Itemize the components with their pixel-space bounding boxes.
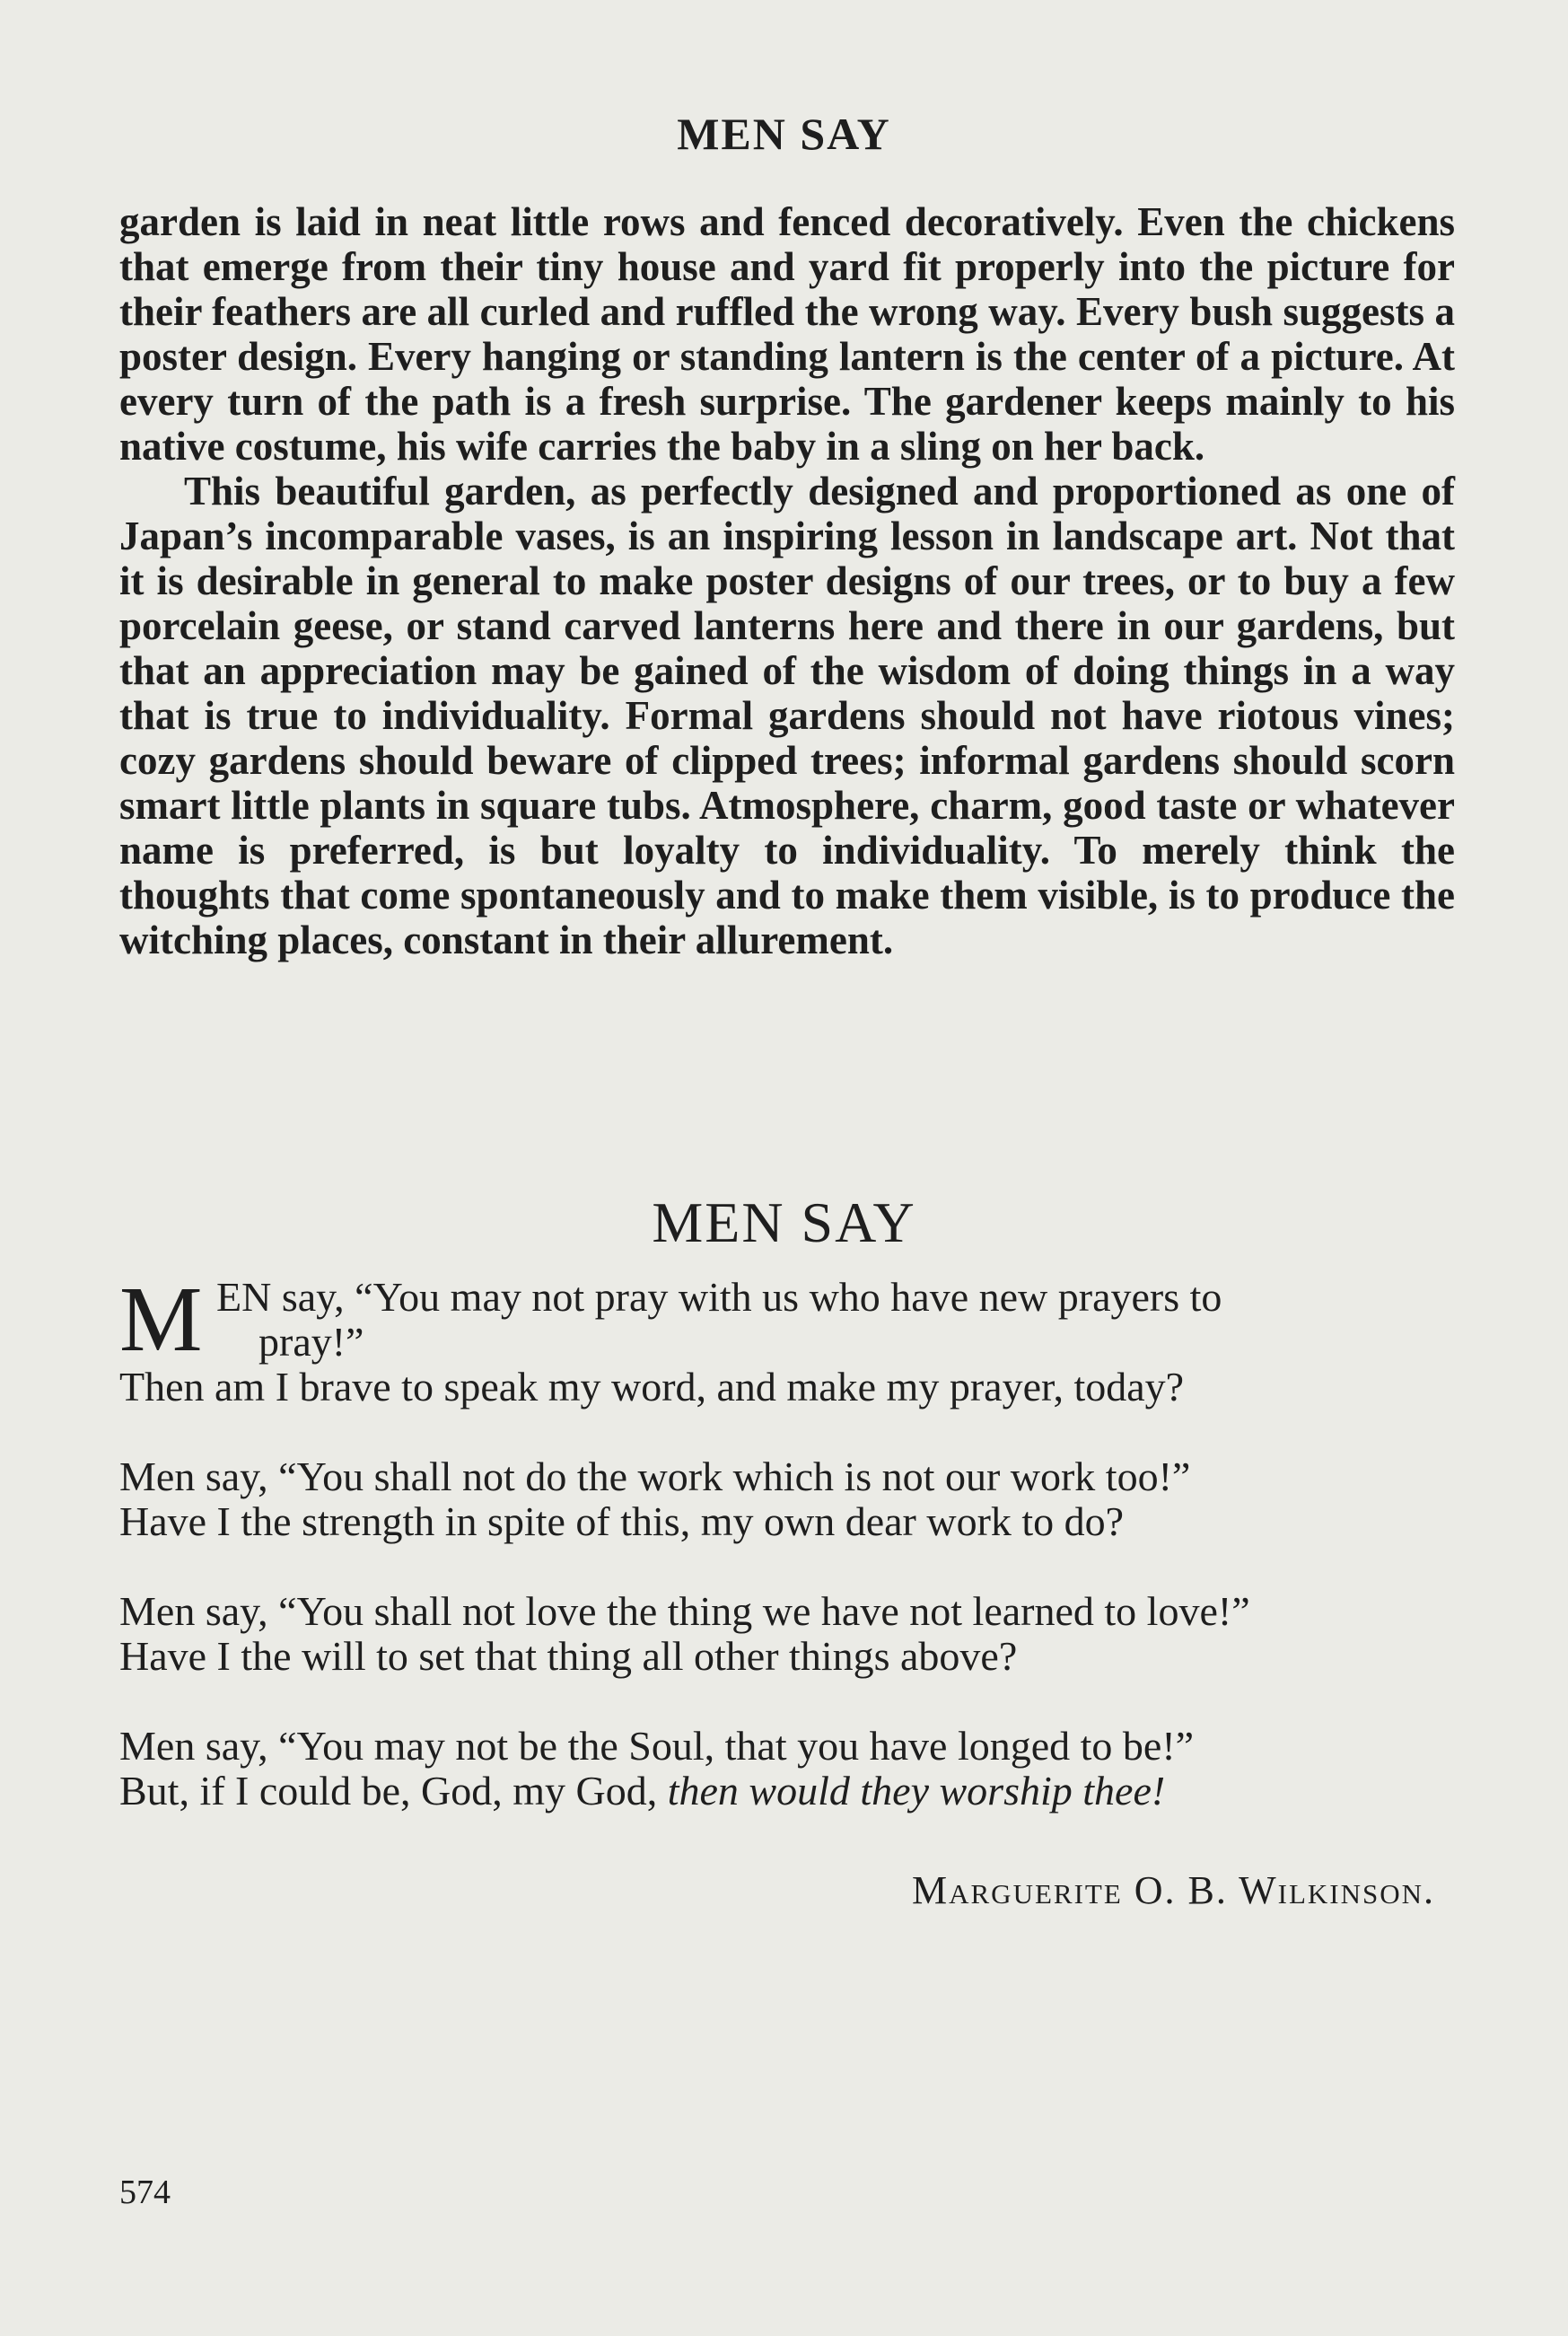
poem-line: Men say, “You may not be the Soul, that you have longed to be!” [119, 1723, 1195, 1769]
author-signature: Marguerite O. B. Wilkinson. [912, 1868, 1435, 1912]
running-head: MEN SAY [677, 109, 891, 159]
poem-line-italic: then would they worship thee! [667, 1768, 1166, 1813]
poem-line: Then am I brave to speak my word, and make my prayer, today? [119, 1364, 1185, 1410]
drop-cap: M [119, 1268, 203, 1371]
poem-line: Men say, “You shall not do the work which is not our work too!” [119, 1453, 1191, 1499]
poem-line: Men say, “You shall not love the thing we have not learned to love!” [119, 1588, 1250, 1634]
poem-stanza-1 [119, 1268, 1455, 1410]
poem-line-continuation: pray!” [258, 1319, 364, 1365]
page-number: 574 [119, 2174, 171, 2211]
drop-cap-lines [119, 1268, 1455, 1371]
prose-paragraph-2: This beautiful garden, as perfectly designed and proportioned as one of Japan’s incomparable vases, is an inspiring lesson in landscape art. Not that it is desirable in general to make poster designs of our trees, or to buy a few porcelain geese, or stand carved lanterns here and there in our gardens, but that an appreciation may be gained of the wisdom of doing things in a way that is true to individuality. Formal gardens should not have riotous vines; cozy gardens should beware of clipped trees; informal gardens should scorn smart little plants in square tubs. Atmosphere, charm, good taste or whatever name is preferred, is but loyalty to individuality. To merely think the thoughts that come spontaneously and to make them visible, is to produce the witching places, constant in their allurement. [119, 469, 1455, 962]
poem-title: MEN SAY [652, 1190, 916, 1254]
poem-line: Have I the will to set that thing all other things above? [119, 1633, 1018, 1679]
poem-stanza-2 [119, 1454, 1455, 1544]
prose-section [119, 199, 1455, 962]
poem-line-plain: But, if I could be, God, my God, [119, 1768, 668, 1813]
poem-line: Have I the strength in spite of this, my own dear work to do? [119, 1498, 1125, 1544]
poem-stanza-4 [119, 1724, 1455, 1813]
poem [119, 1268, 1455, 1858]
poem-stanza-3 [119, 1589, 1455, 1679]
prose-paragraph-1: garden is laid in neat little rows and fenced decoratively. Even the chickens that emerge from their tiny house and yard fit properly into the picture for their feathers are all curled and ruffled the wrong way. Every bush suggests a poster design. Every hanging or standing lantern is the center of a picture. At every turn of the path is a fresh surprise. The gardener keeps mainly to his native costume, his wife carries the baby in a sling on her back. [119, 199, 1455, 469]
poem-line-final [119, 1769, 1455, 1813]
poem-line: EN say, “You may not pray with us who have new prayers to [216, 1274, 1222, 1320]
